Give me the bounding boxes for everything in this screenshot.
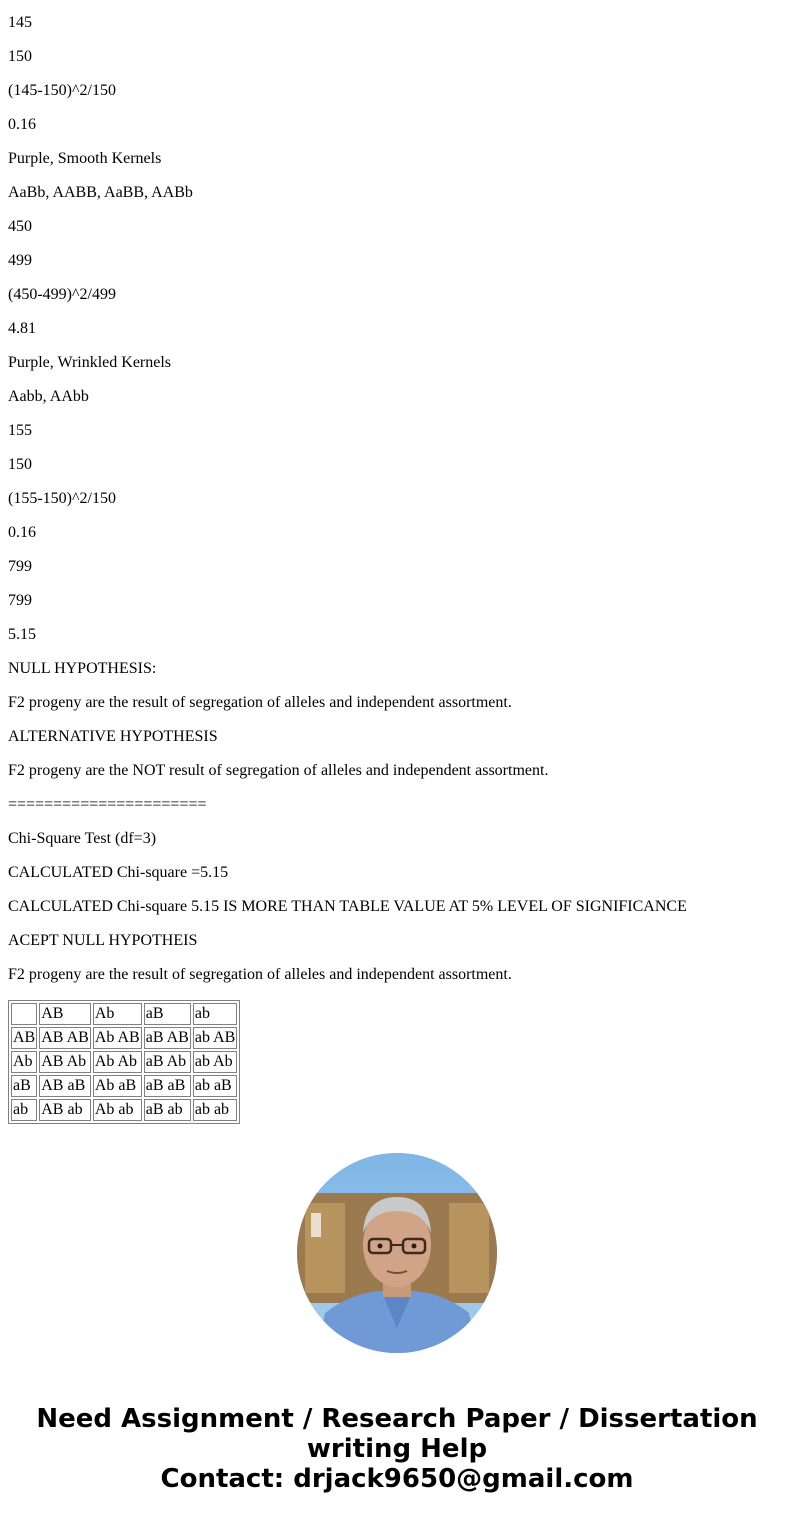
table-cell: aB ab xyxy=(144,1099,191,1121)
text-line: 0.16 xyxy=(8,116,36,133)
table-cell: aB Ab xyxy=(144,1051,191,1073)
chi-square-heading: Chi-Square Test (df=3) xyxy=(8,830,157,847)
table-cell: aB aB xyxy=(144,1075,191,1097)
punnett-square-table xyxy=(8,1000,240,1124)
table-row-label: Ab xyxy=(11,1051,37,1073)
text-line: Purple, Smooth Kernels xyxy=(8,150,162,167)
table-cell: AB aB xyxy=(39,1075,91,1097)
text-line: (145-150)^2/150 xyxy=(8,82,116,99)
document-body xyxy=(8,14,788,1124)
table-cell: aB AB xyxy=(144,1027,191,1049)
table-cell: Ab Ab xyxy=(93,1051,142,1073)
text-line: 499 xyxy=(8,252,32,269)
table-row-label: aB xyxy=(11,1075,37,1097)
table-corner-cell xyxy=(11,1003,37,1025)
table-cell: Ab aB xyxy=(93,1075,142,1097)
text-line: 4.81 xyxy=(8,320,36,337)
table-cell: ab AB xyxy=(193,1027,237,1049)
text-line: 799 xyxy=(8,558,32,575)
table-row xyxy=(11,1099,237,1121)
table-row xyxy=(11,1027,237,1049)
text-line: 799 xyxy=(8,592,32,609)
text-line: 450 xyxy=(8,218,32,235)
text-line: CALCULATED Chi-square =5.15 xyxy=(8,864,229,881)
table-cell: AB AB xyxy=(39,1027,91,1049)
table-cell: ab aB xyxy=(193,1075,237,1097)
separator-line: ====================== xyxy=(8,796,207,813)
author-avatar xyxy=(297,1153,497,1353)
null-hypothesis-heading: NULL HYPOTHESIS: xyxy=(8,660,157,677)
text-line: Aabb, AAbb xyxy=(8,388,89,405)
promo-line: writing Help xyxy=(306,1434,488,1464)
table-row xyxy=(11,1051,237,1073)
text-line: F2 progeny are the result of segregation of alleles and independent assortment. xyxy=(8,694,512,711)
table-row-label: AB xyxy=(11,1027,37,1049)
text-line: AaBb, AABB, AaBB, AABb xyxy=(8,184,193,201)
table-header-cell: Ab xyxy=(93,1003,142,1025)
table-row-label: ab xyxy=(11,1099,37,1121)
text-line: CALCULATED Chi-square 5.15 IS MORE THAN TABLE VALUE AT 5% LEVEL OF SIGNIFICANCE xyxy=(8,898,687,915)
text-line: 150 xyxy=(8,456,32,473)
table-header-cell: aB xyxy=(144,1003,191,1025)
promo-contact[interactable]: Contact: drjack9650@gmail.com xyxy=(160,1464,634,1494)
text-line: 155 xyxy=(8,422,32,439)
text-line: F2 progeny are the NOT result of segregation of alleles and independent assortment. xyxy=(8,762,549,779)
table-cell: AB Ab xyxy=(39,1051,91,1073)
text-line: Purple, Wrinkled Kernels xyxy=(8,354,172,371)
table-cell: ab ab xyxy=(193,1099,237,1121)
text-line: 0.16 xyxy=(8,524,36,541)
conclusion-heading: ACEPT NULL HYPOTHEIS xyxy=(8,932,198,949)
table-header-cell: ab xyxy=(193,1003,237,1025)
table-cell: Ab AB xyxy=(93,1027,142,1049)
table-cell: AB ab xyxy=(39,1099,91,1121)
text-line: 150 xyxy=(8,48,32,65)
alternative-hypothesis-heading: ALTERNATIVE HYPOTHESIS xyxy=(8,728,218,745)
table-header-row xyxy=(11,1003,237,1025)
text-line: (155-150)^2/150 xyxy=(8,490,116,507)
promo-line: Need Assignment / Research Paper / Dissertation xyxy=(36,1404,758,1434)
table-header-cell: AB xyxy=(39,1003,91,1025)
text-line: F2 progeny are the result of segregation of alleles and independent assortment. xyxy=(8,966,512,983)
text-line: 145 xyxy=(8,14,32,31)
table-cell: Ab ab xyxy=(93,1099,142,1121)
text-line: (450-499)^2/499 xyxy=(8,286,116,303)
table-cell: ab Ab xyxy=(193,1051,237,1073)
promo-banner xyxy=(0,1404,794,1494)
portrait-image xyxy=(297,1153,497,1353)
text-line: 5.15 xyxy=(8,626,36,643)
table-row xyxy=(11,1075,237,1097)
